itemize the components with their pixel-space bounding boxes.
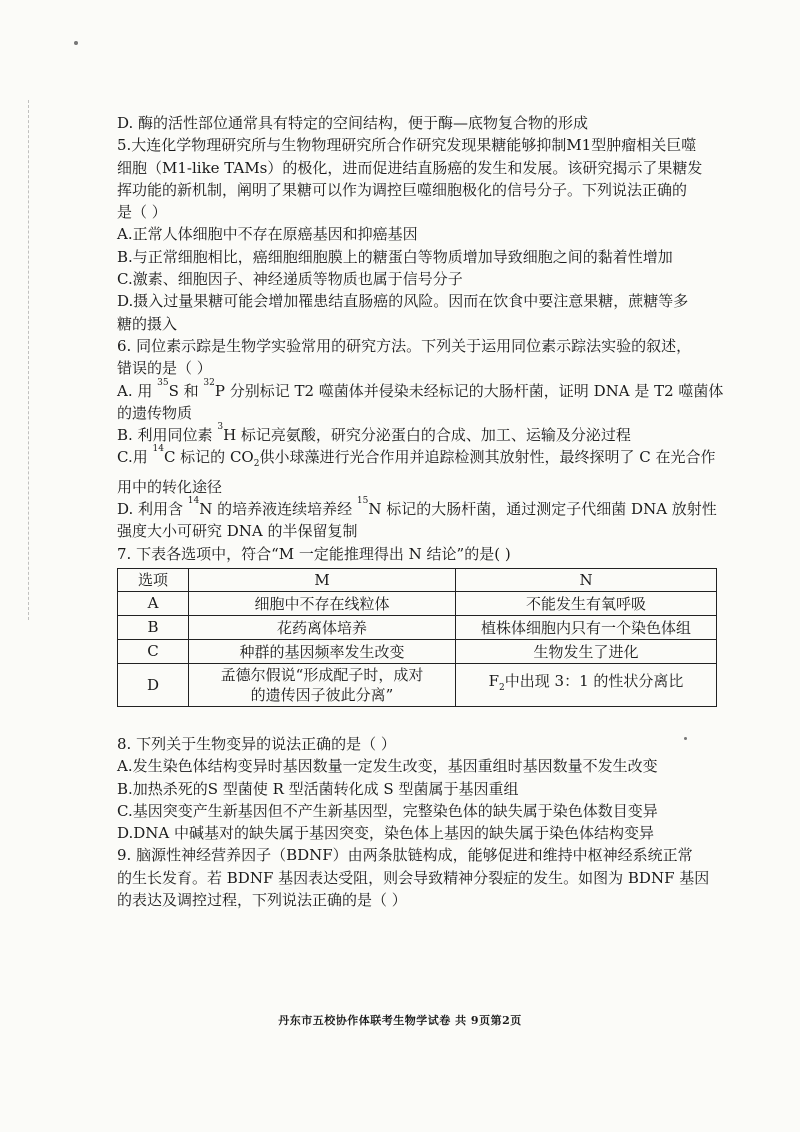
q8-option-a: A.发生染色体结构变异时基因数量一定发生改变，基因重组时基因数量不发生改变 <box>117 757 658 776</box>
q5-option-d: D.摄入过量果糖可能会增加罹患结直肠癌的风险。因而在饮食中要注意果糖，蔗糖等多 <box>117 292 689 311</box>
table-row <box>118 639 717 663</box>
table-row <box>118 663 717 706</box>
table-cell: 花药离体培养 <box>189 615 456 639</box>
q6-option-c-cont: 用中的转化途径 <box>117 477 223 496</box>
q5-option-c: C.激素、细胞因子、神经递质等物质也属于信号分子 <box>117 270 463 289</box>
table-header-row <box>118 568 717 591</box>
q9-stem-line: 的生长发育。若 BDNF 基因表达受阻，则会导致精神分裂症的发生。如图为 BDNF 基因 <box>117 868 710 887</box>
q7-stem: 7. 下表各选项中，符合“M 一定能推理得出 N 结论”的是( ) <box>117 544 511 563</box>
page-content <box>117 112 724 911</box>
q5-option-a: A.正常人体细胞中不存在原癌基因和抑癌基因 <box>117 225 418 244</box>
table-cell: B <box>118 615 189 639</box>
question-8 <box>117 733 717 844</box>
q5-stem-line: 是（ ） <box>117 203 167 222</box>
table-header: M <box>189 568 456 591</box>
table-cell: 不能发生有氧呼吸 <box>456 591 717 615</box>
q5-stem-line: 5.大连化学物理研究所与生物物理研究所合作研究发现果糖能够抑制M1型肿瘤相关巨噬 <box>117 136 697 155</box>
scan-speck <box>74 41 78 45</box>
binding-margin-line <box>28 100 31 620</box>
q9-stem-line: 的表达及调控过程，下列说法正确的是（ ） <box>117 891 407 910</box>
q8-option-b: B.加热杀死的S 型菌使 R 型活菌转化成 S 型菌属于基因重组 <box>117 779 519 798</box>
page-footer: 丹东市五校协作体联考生物学试卷 共 9页第2页 <box>278 1014 522 1027</box>
q9-stem-line: 9. 脑源性神经营养因子（BDNF）由两条肽链构成，能够促进和维持中枢神经系统正常 <box>117 846 693 865</box>
table-cell-line: 孟德尔假说“形成配子时，成对 <box>220 665 424 684</box>
q8-option-c: C.基因突变产生新基因但不产生新基因型，完整染色体的缺失属于染色体数目变异 <box>117 801 658 820</box>
table-cell: 细胞中不存在线粒体 <box>189 591 456 615</box>
q5-option-b: B.与正常细胞相比，癌细胞细胞膜上的糖蛋白等物质增加导致细胞之间的黏着性增加 <box>117 247 673 266</box>
q4-option-d: D. 酶的活性部位通常具有特定的空间结构，便于酶—底物复合物的形成 <box>117 114 589 132</box>
table-header: N <box>456 568 717 591</box>
q5-stem-line: 细胞（M1-like TAMs）的极化，进而促进结直肠癌的发生和发展。该研究揭示了果糖发 <box>117 158 703 177</box>
table-row <box>118 615 717 639</box>
table-cell: 生物发生了进化 <box>456 639 717 663</box>
q6-option-a: A. 用 $^{35}$S 和 $^{32}$P 分别标记 T2 噬菌体并侵染未经标记的大肠杆菌，证明 DNA 是 T2 噬菌体 <box>117 377 724 400</box>
q6-stem-line: 6. 同位素示踪是生物学实验常用的研究方法。下列关于运用同位素示踪法实验的叙述， <box>117 336 692 355</box>
table-cell: C <box>118 639 189 663</box>
q6-stem-line: 错误的是（ ） <box>117 359 212 378</box>
q5-option-d-cont: 糖的摄入 <box>117 314 178 333</box>
table-cell: D <box>118 663 189 706</box>
q7-table <box>117 568 717 707</box>
table-row <box>118 591 717 615</box>
q8-option-d: D.DNA 中碱基对的缺失属于基因突变，染色体上基因的缺失属于染色体结构变异 <box>117 824 655 843</box>
question-6 <box>117 335 724 543</box>
table-cell: $F_2$中出现 3：1 的性状分离比 <box>456 663 717 706</box>
table-cell <box>189 663 456 706</box>
q8-stem: 8. 下列关于生物变异的说法正确的是（ ） <box>117 734 396 753</box>
q6-option-b: B. 利用同位素 $^3$H 标记亮氨酸，研究分泌蛋白的合成、加工、运输及分泌过程 <box>117 422 631 445</box>
q6-option-d-cont: 强度大小可研究 DNA 的半保留复制 <box>117 522 358 541</box>
table-header: 选项 <box>118 568 189 591</box>
q6-option-a-cont: 的遗传物质 <box>117 403 193 422</box>
q5-stem-line: 挥功能的新机制，阐明了果糖可以作为调控巨噬细胞极化的信号分子。下列说法正确的 <box>117 180 688 199</box>
table-cell-line: 的遗传因子彼此分离” <box>250 685 394 704</box>
question-9 <box>117 844 717 911</box>
table-cell: 种群的基因频率发生改变 <box>189 639 456 663</box>
question-5 <box>117 134 717 335</box>
question-7 <box>117 543 717 707</box>
q6-option-c: C.用 $^{14}$C 标记的 $CO_2$供小球藻进行光合作用并追踪检测其放射性，最终探明了 C 在光合作 <box>117 444 716 470</box>
q6-option-d: D. 利用含 $^{14}$N 的培养液连续培养经 $^{15}$N 标记的大肠杆菌，通过测定子代细菌 DNA 放射性 <box>117 496 717 519</box>
table-cell: A <box>118 591 189 615</box>
table-cell: 植株体细胞内只有一个染色体组 <box>456 615 717 639</box>
